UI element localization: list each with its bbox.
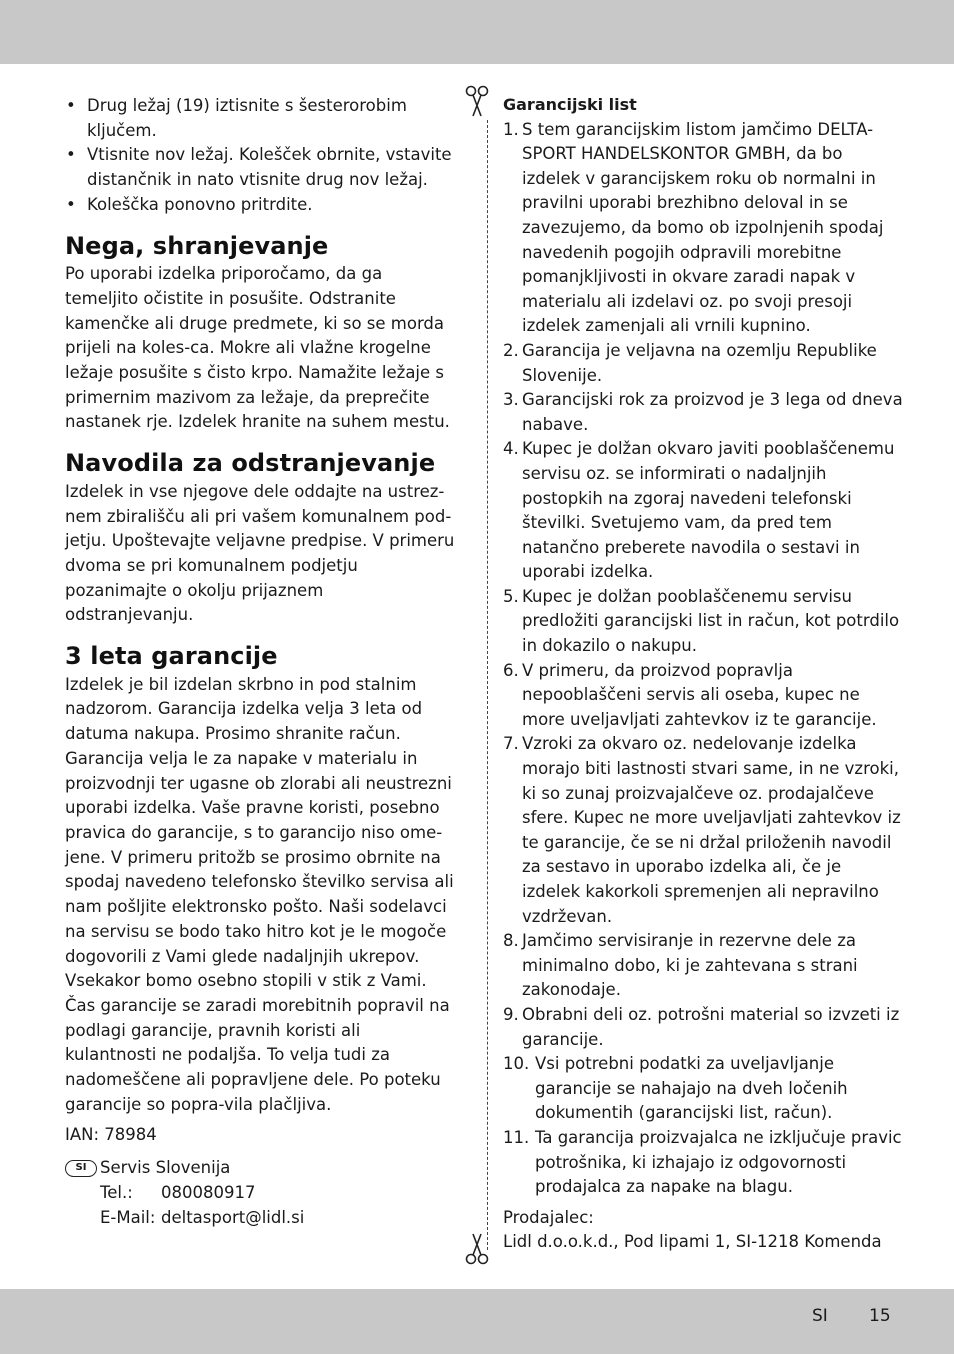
service-name: Servis Slovenija: [100, 1158, 231, 1178]
seller-address: Lidl d.o.o.k.d., Pod lipami 1, SI-1218 Komenda: [503, 1232, 882, 1252]
ian-number: IAN: 78984: [65, 1125, 157, 1145]
country-badge: SI: [65, 1160, 97, 1177]
assembly-bullet-list: [65, 94, 455, 218]
terms-item: 11. Ta garancija proizvajalca ne izključuje pravic potrošnika, ki izhajajo iz odgovornosti prodajalca za napake na blagu.: [503, 1127, 902, 1197]
email-value: deltasport@lidl.si: [161, 1207, 305, 1227]
terms-item: 1. S tem garancijskim listom jamčimo DELTA-SPORT HANDELSKONTOR GMBH, da bo izdelek v garancijskem roku ob normalni in pravilni uporabi brezhibno deloval in se zavezujemo, da bomo ob izpolnjenih spodaj navedenih pogojih odpravili morebitne pomanjkljivosti in okvare zaradi napak v materialu ali izdelavi oz. po svoji presoji izdelek zamenjali ali vrnili kupnino.: [503, 119, 884, 336]
service-phone-row: [100, 1181, 455, 1206]
phone-value: 080080917: [161, 1182, 256, 1202]
bullet-item: • Koleščka ponovno pritrdite.: [65, 193, 455, 218]
heading-warranty: 3 leta garancije: [65, 642, 278, 671]
page-number: 15: [869, 1306, 891, 1326]
bullet-item: • Vtisnite nov ležaj. Kolešček obrnite, vstavite distančnik in nato vtisnite drug nov ležaj.: [65, 143, 455, 192]
scissors-icon: [463, 1232, 491, 1266]
disposal-text: Izdelek in vse njegove dele oddajte na ustrez-nem zbirališču ali pri vašem komunalnem pod-jetju. Upoštevajte veljavne predpise. V primeru dvoma se pri komunalnem podjetju pozanimajte o okolju prijaznem odstranjevanju.: [65, 481, 455, 625]
email-label: E-Mail:: [100, 1207, 156, 1227]
terms-item: 5. Kupec je dolžan pooblaščenemu servisu predložiti garancijski list in račun, kot potrdilo in dokazilo o nakupu.: [503, 586, 900, 656]
right-column: [503, 93, 903, 1255]
left-column: [65, 94, 455, 1230]
footer-bar: [0, 1289, 954, 1354]
service-email-row: [100, 1206, 455, 1231]
scissors-icon: [463, 84, 491, 118]
terms-item: 8. Jamčimo servisiranje in rezervne dele za minimalno dobo, ki je zahtevana s strani zakonodaje.: [503, 931, 858, 1000]
header-bar: [0, 0, 954, 64]
care-storage-text: Po uporabi izdelka priporočamo, da ga temeljito očistite in posušite. Odstranite kamenčke ali druge predmete, ki so se morda prijeli na koles-ca. Mokre ali vlažne krogelne ležaje posušite s čisto krpo. Namažite ležaje s primernim mazivom za ležaje, da preprečite nastanek rje. Izdelek hranite na suhem mestu.: [65, 264, 450, 432]
seller-label: Prodajalec:: [503, 1207, 594, 1227]
warranty-card-title: Garancijski list: [503, 95, 637, 114]
terms-item: 6. V primeru, da proizvod popravlja nepooblaščeni servis ali oseba, kupec ne more uveljavljati zahtevkov iz te garancije.: [503, 660, 877, 729]
phone-label: Tel.:: [100, 1182, 133, 1202]
bullet-item: • Drug ležaj (19) iztisnite s šesterorobim ključem.: [65, 94, 455, 143]
service-contact: [65, 1156, 455, 1230]
terms-item: 2. Garancija je veljavna na ozemlju Republike Slovenije.: [503, 340, 877, 385]
terms-item: 7. Vzroki za okvaro oz. nedelovanje izdelka morajo biti lastnosti stvari same, in ne vzroki, ki so zunaj proizvajalčeve oz. prodajalčeve sfere. Kupec ne more uveljavljati zahtevkov iz te garancije, če se ni držal priloženih navodil za sestavo in uporabo izdelka ali, če je izdelek kakorkoli spremenjen ali nepravilno vzdrževan.: [503, 734, 901, 926]
terms-item: 3. Garancijski rok za proizvod je 3 lega od dneva nabave.: [503, 390, 903, 434]
terms-item: 10. Vsi potrebni podatki za uveljavljanje garancije se nahajajo na dveh ločenih dokumentih (garancijski list, račun).: [503, 1054, 848, 1123]
terms-item: 9. Obrabni deli oz. potrošni material so izvzeti iz garancije.: [503, 1004, 900, 1049]
warranty-text: Izdelek je bil izdelan skrbno in pod stalnim nadzorom. Garancija izdelka velja 3 leta od datuma nakupa. Prosimo shranite račun. Garancija velja le za napake v materialu in proizvodnji ter ugasne ob zlorabi ali neustrezni uporabi izdelka. Vaše pravne koristi, posebno pravica do garancije, s to garancijo niso ome-jene. V primeru pritožb se prosimo obrnite na spodaj navedeno telefonsko številko servisa ali nam pošljite elektronsko pošto. Naši sodelavci na servisu se bodo tako hitro kot je le mogoče dogovorili z Vami glede nadaljnjih ukrepov. Vsekakor bomo osebno stopili v stik z Vami. Čas garancije se zaradi morebitnih popravil na podlagi garancije, pravnih koristi ali kulantnosti ne podaljša. To velja tudi za nadomeščene ali popravljene dele. Po poteku garancije so popra-vila plačljiva.: [65, 674, 454, 1114]
footer-language: SI: [812, 1306, 828, 1326]
heading-disposal: Navodila za odstranjevanje: [65, 449, 436, 478]
warranty-terms-list: [503, 118, 903, 1200]
cut-line: [487, 120, 488, 1250]
terms-item: 4. Kupec je dolžan okvaro javiti pooblaščenemu servisu oz. se informirati o nadaljnjih postopkih na zgoraj navedeni telefonski številki. Svetujemo vam, da pred tem natančno preberete navodila o sestavi in uporabi izdelka.: [503, 439, 895, 582]
heading-care-storage: Nega, shranjevanje: [65, 231, 329, 260]
